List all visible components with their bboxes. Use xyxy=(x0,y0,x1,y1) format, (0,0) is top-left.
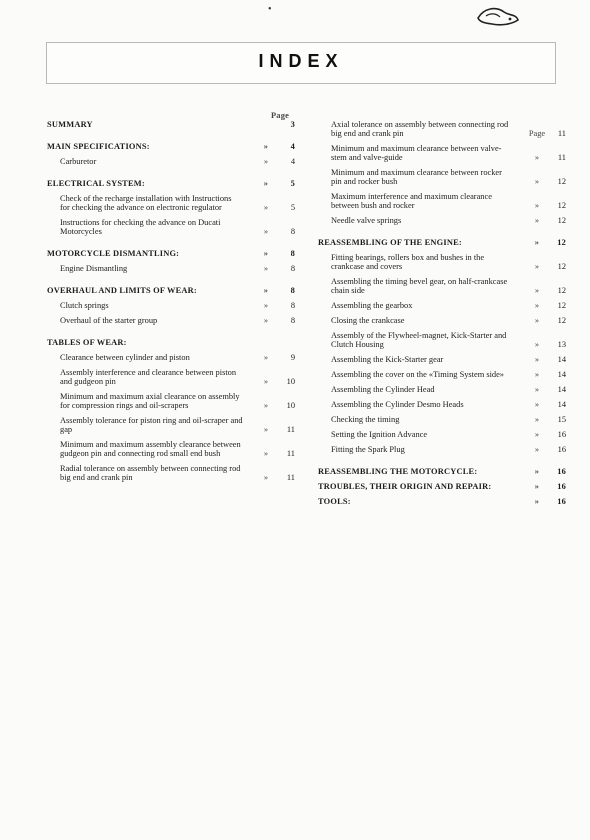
page-number: 12 xyxy=(557,286,566,295)
page-number: 12 xyxy=(557,201,566,210)
section-gap xyxy=(47,279,295,286)
page-mark: » xyxy=(534,467,540,476)
page-ref xyxy=(526,177,566,186)
entry-text: Overhaul of the starter group xyxy=(60,316,158,325)
index-entry xyxy=(47,464,295,482)
page-ref xyxy=(526,497,566,506)
page-ref xyxy=(526,216,566,225)
index-entry xyxy=(318,415,566,424)
entry-text: Clearance between cylinder and piston xyxy=(60,353,190,362)
page-number: 12 xyxy=(557,177,566,186)
page-ref xyxy=(526,316,566,325)
entry-text: REASSEMBLING THE MOTORCYCLE: xyxy=(318,467,478,476)
page-ref xyxy=(255,264,295,273)
ink-speck: • xyxy=(268,4,272,15)
page-ref xyxy=(526,286,566,295)
entry-text: Carburetor xyxy=(60,157,97,166)
entry-text: Minimum and maximum clearance between rocker pin and rocker bush xyxy=(331,168,502,186)
page-mark: » xyxy=(534,385,540,394)
page-mark: » xyxy=(263,157,269,166)
page-number: 8 xyxy=(290,316,295,325)
index-entry xyxy=(47,368,295,386)
entry-text: OVERHAUL AND LIMITS OF WEAR: xyxy=(47,286,197,295)
page-ref xyxy=(255,111,295,129)
index-section-heading xyxy=(47,179,295,188)
page-ref xyxy=(526,201,566,210)
page-number: 8 xyxy=(290,301,295,310)
index-section-heading xyxy=(47,111,295,129)
page-mark: » xyxy=(534,497,540,506)
page-mark: » xyxy=(534,301,540,310)
page-number: 14 xyxy=(557,355,566,364)
index-section-heading xyxy=(47,286,295,295)
page-mark: » xyxy=(263,353,269,362)
page-mark: » xyxy=(263,301,269,310)
page-title: INDEX xyxy=(258,51,344,71)
page-number: 8 xyxy=(290,286,295,295)
page-number: 9 xyxy=(290,353,295,362)
page-ref xyxy=(526,301,566,310)
page-number: 4 xyxy=(290,142,295,151)
page-number: 10 xyxy=(286,377,295,386)
section-gap xyxy=(47,242,295,249)
index-entry xyxy=(318,192,566,210)
entry-text: Fitting the Spark Plug xyxy=(331,445,405,454)
entry-text: Checking the timing xyxy=(331,415,400,424)
index-entry xyxy=(318,144,566,162)
section-gap xyxy=(47,331,295,338)
index-entry xyxy=(318,168,566,186)
page-ref xyxy=(255,425,295,434)
page-ref xyxy=(255,301,295,310)
page-ref xyxy=(526,467,566,476)
page-ref xyxy=(255,249,295,258)
page-mark: » xyxy=(534,286,540,295)
index-entry xyxy=(47,218,295,236)
page-ref xyxy=(255,157,295,166)
page-ref xyxy=(526,153,566,162)
index-entry xyxy=(47,264,295,273)
page-mark: » xyxy=(263,449,269,458)
index-column-right xyxy=(318,120,566,512)
page-number: 5 xyxy=(290,203,295,212)
index-section-heading xyxy=(47,142,295,151)
page-mark: » xyxy=(263,142,269,151)
page-number: 15 xyxy=(557,415,566,424)
index-entry xyxy=(318,370,566,379)
entry-text: Assembling the gearbox xyxy=(331,301,413,310)
page-mark: » xyxy=(534,201,540,210)
page-mark: » xyxy=(534,153,540,162)
page-number: 14 xyxy=(557,400,566,409)
index-entry xyxy=(47,301,295,310)
index-entry xyxy=(47,353,295,362)
page-mark: » xyxy=(534,445,540,454)
index-entry xyxy=(47,316,295,325)
page-number: 13 xyxy=(557,340,566,349)
page-number: 12 xyxy=(557,262,566,271)
entry-text: MOTORCYCLE DISMANTLING: xyxy=(47,249,180,258)
index-entry xyxy=(318,400,566,409)
index-entry xyxy=(318,216,566,225)
page-mark: » xyxy=(534,316,540,325)
page-ref xyxy=(526,482,566,491)
page-mark: » xyxy=(263,264,269,273)
page-ref xyxy=(255,401,295,410)
page-number: 8 xyxy=(290,264,295,273)
entry-text: Needle valve springs xyxy=(331,216,402,225)
index-entry xyxy=(47,157,295,166)
index-entry xyxy=(318,445,566,454)
entry-text: SUMMARY xyxy=(47,120,93,129)
index-section-heading xyxy=(318,238,566,247)
index-section-heading xyxy=(318,482,566,491)
entry-text: Assembly of the Flywheel-magnet, Kick-Starter and Clutch Housing xyxy=(331,331,507,349)
entry-text: Assembly interference and clearance between piston and gudgeon pin xyxy=(60,368,237,386)
page-mark: » xyxy=(534,355,540,364)
page-mark: » xyxy=(534,340,540,349)
page-ref xyxy=(255,203,295,212)
page-number: 16 xyxy=(557,482,566,491)
page-ref xyxy=(526,340,566,349)
entry-text: Assembling the Cylinder Desmo Heads xyxy=(331,400,464,409)
page-ref xyxy=(255,377,295,386)
entry-text: Assembly tolerance for piston ring and oil-scraper and gap xyxy=(60,416,243,434)
index-entry xyxy=(318,331,566,349)
index-section-heading xyxy=(318,467,566,476)
page-number: 11 xyxy=(286,473,295,482)
entry-text: Radial tolerance on assembly between connecting rod big end and crank pin xyxy=(60,464,241,482)
index-title-box xyxy=(46,42,556,84)
index-entry xyxy=(47,416,295,434)
page-mark: » xyxy=(534,430,540,439)
page-number: 11 xyxy=(557,153,566,162)
page-ref xyxy=(526,129,566,138)
page-mark: » xyxy=(263,401,269,410)
index-entry xyxy=(47,392,295,410)
page-mark: » xyxy=(263,286,269,295)
page-number: 11 xyxy=(286,425,295,434)
page-number: 16 xyxy=(557,445,566,454)
entry-text: TROUBLES, THEIR ORIGIN AND REPAIR: xyxy=(318,482,492,491)
page-mark: » xyxy=(263,203,269,212)
page-number: 3 xyxy=(290,120,295,129)
page-mark: » xyxy=(263,179,269,188)
page-mark: » xyxy=(263,316,269,325)
entry-text: Minimum and maximum assembly clearance between gudgeon pin and connecting rod small end bush xyxy=(60,440,241,458)
page-ref xyxy=(526,400,566,409)
page-ref xyxy=(255,353,295,362)
page-mark: » xyxy=(263,249,269,258)
entry-text: Engine Dismantling xyxy=(60,264,128,273)
page-ref xyxy=(526,430,566,439)
page-mark: » xyxy=(534,482,540,491)
page-ref xyxy=(526,355,566,364)
page-mark: Page xyxy=(528,129,546,138)
entry-text: Minimum and maximum clearance between valve-stem and valve-guide xyxy=(331,144,502,162)
section-gap xyxy=(318,460,566,467)
page-ref xyxy=(255,142,295,151)
page-ref xyxy=(526,385,566,394)
page-mark: » xyxy=(534,177,540,186)
page-ref xyxy=(526,238,566,247)
page-mark: » xyxy=(534,400,540,409)
index-entry xyxy=(47,440,295,458)
page-ref xyxy=(255,316,295,325)
page-mark: » xyxy=(534,216,540,225)
page-mark: » xyxy=(263,377,269,386)
index-entry xyxy=(318,253,566,271)
index-section-heading xyxy=(47,249,295,258)
entry-text: Check of the recharge installation with Instructions for checking the advance on electronic regulator xyxy=(60,194,232,212)
page-number: 5 xyxy=(290,179,295,188)
index-entry xyxy=(318,277,566,295)
page-mark: » xyxy=(263,473,269,482)
index-entry xyxy=(47,194,295,212)
entry-text: Minimum and maximum axial clearance on assembly for compression rings and oil-scrapers xyxy=(60,392,240,410)
index-entry xyxy=(318,120,566,138)
entry-text: Assembling the Kick-Starter gear xyxy=(331,355,444,364)
page-number: 16 xyxy=(557,430,566,439)
page-ref xyxy=(255,449,295,458)
section-gap xyxy=(47,172,295,179)
entry-text: Fitting bearings, rollers box and bushes in the crankcase and covers xyxy=(331,253,485,271)
page-number: 12 xyxy=(557,301,566,310)
page-ref xyxy=(526,415,566,424)
page-mark: » xyxy=(534,262,540,271)
page-mark: » xyxy=(534,238,540,247)
page-ref xyxy=(526,370,566,379)
page-ref xyxy=(255,286,295,295)
index-section-heading xyxy=(318,497,566,506)
entry-text: REASSEMBLING OF THE ENGINE: xyxy=(318,238,462,247)
entry-text: TABLES OF WEAR: xyxy=(47,338,127,347)
page-ref xyxy=(255,473,295,482)
page-number: 12 xyxy=(557,216,566,225)
page-number: 11 xyxy=(286,449,295,458)
page-number: 11 xyxy=(557,129,566,138)
index-entry xyxy=(318,430,566,439)
index-entry xyxy=(318,301,566,310)
entry-text: TOOLS: xyxy=(318,497,351,506)
index-entry xyxy=(318,316,566,325)
entry-text: Axial tolerance on assembly between connecting rod big end and crank pin xyxy=(331,120,509,138)
page-number: 4 xyxy=(290,157,295,166)
index-entry xyxy=(318,385,566,394)
page-mark: » xyxy=(263,425,269,434)
page-number: 16 xyxy=(557,497,566,506)
page-number: 16 xyxy=(557,467,566,476)
entry-text: Closing the crankcase xyxy=(331,316,405,325)
page-mark: » xyxy=(263,227,269,236)
page-number: 12 xyxy=(557,316,566,325)
index-section-heading xyxy=(47,338,295,347)
page-number: 14 xyxy=(557,370,566,379)
entry-text: Clutch springs xyxy=(60,301,109,310)
page-ref xyxy=(526,262,566,271)
page-number: 10 xyxy=(286,401,295,410)
page-mark: Page xyxy=(270,111,289,120)
page-number: 8 xyxy=(290,249,295,258)
entry-text: Instructions for checking the advance on Ducati Motorcycles xyxy=(60,218,221,236)
page-ref xyxy=(526,445,566,454)
entry-text: ELECTRICAL SYSTEM: xyxy=(47,179,145,188)
page-number: 14 xyxy=(557,385,566,394)
section-gap xyxy=(47,135,295,142)
entry-text: Assembling the cover on the «Timing System side» xyxy=(331,370,504,379)
entry-text: Maximum interference and maximum clearance between bush and rocker xyxy=(331,192,492,210)
entry-text: Assembling the timing bevel gear, on half-crankcase chain side xyxy=(331,277,508,295)
index-column-left xyxy=(47,111,295,488)
entry-text: Setting the Ignition Advance xyxy=(331,430,428,439)
entry-text: MAIN SPECIFICATIONS: xyxy=(47,142,150,151)
page-mark: » xyxy=(534,370,540,379)
page-ref xyxy=(255,227,295,236)
section-gap xyxy=(318,231,566,238)
page-number: 8 xyxy=(290,227,295,236)
page-number: 12 xyxy=(557,238,566,247)
ink-blot-mark xyxy=(474,4,520,28)
entry-text: Assembling the Cylinder Head xyxy=(331,385,435,394)
index-entry xyxy=(318,355,566,364)
page-mark: » xyxy=(534,415,540,424)
page-ref xyxy=(255,179,295,188)
